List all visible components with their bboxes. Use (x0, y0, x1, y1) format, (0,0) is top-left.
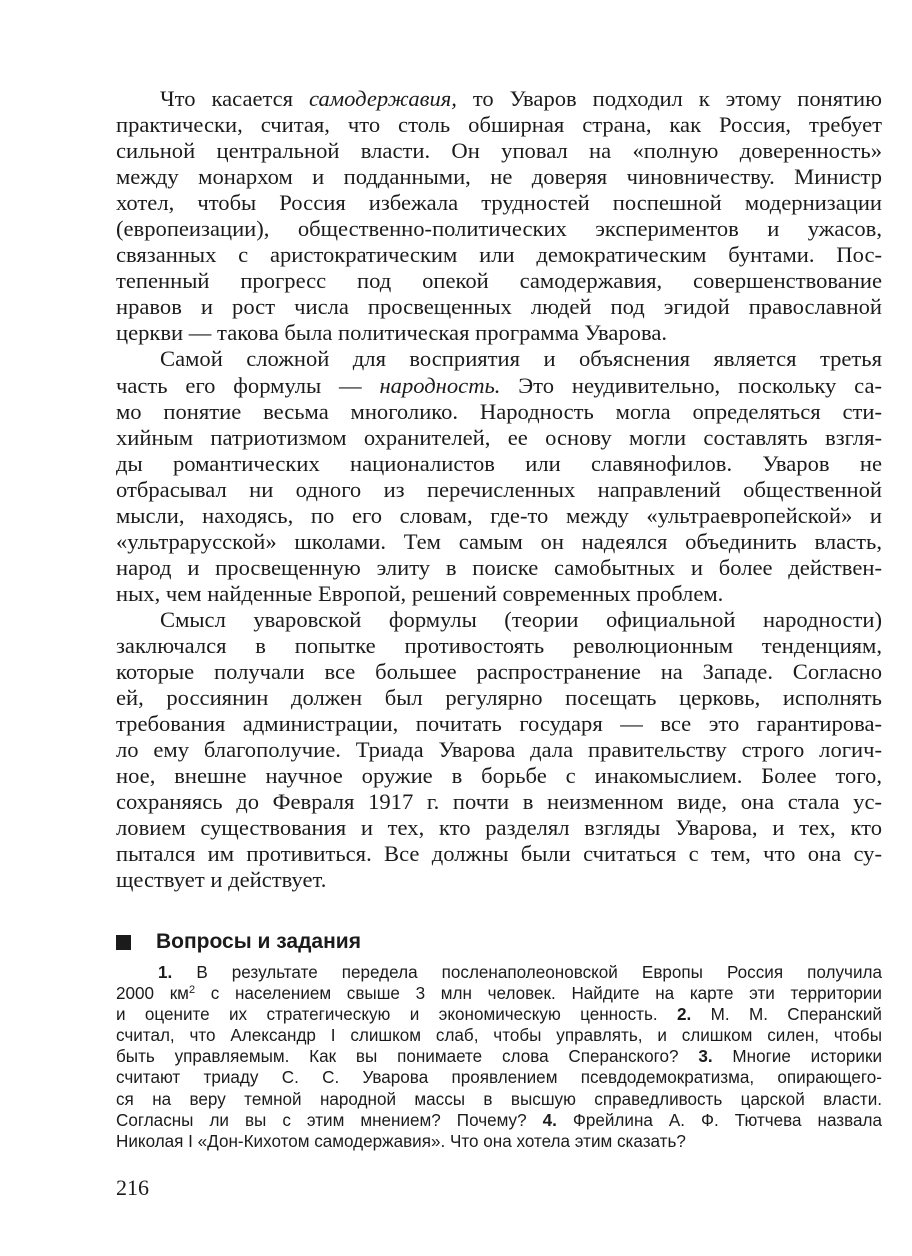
text-run: пытался им противиться. Все должны были считаться с тем, что она су- (116, 841, 882, 867)
paragraph-line (116, 555, 882, 581)
paragraph-line (116, 268, 882, 294)
paragraph-line (116, 164, 882, 190)
text-run: мысли, находясь, по его словам, где-то между «ультраевропейской» и (116, 502, 882, 528)
square-bullet-icon (116, 935, 131, 950)
body-text (116, 86, 882, 893)
question-line (116, 1067, 882, 1088)
question-line (116, 1025, 882, 1046)
paragraph-line (116, 763, 882, 789)
text-run: В результате передела посленаполеоновской Европы Россия получила (172, 963, 882, 982)
text-run: Смысл уваровской формулы (теории официальной народности) (160, 606, 882, 632)
paragraph-line (116, 815, 882, 841)
questions-title: Вопросы и задания (156, 930, 361, 953)
superscript: 2 (188, 984, 196, 997)
text-run: считают триаду С. С. Уварова проявлением псевдодемократизма, опирающего- (116, 1068, 882, 1088)
text-run: ло ему благополучие. Триада Уварова дала правительству строго логич- (116, 737, 882, 763)
text-run: часть его формулы — (116, 372, 380, 398)
text-run: и оцените их стратегическую и экономическую ценность. (116, 1005, 677, 1025)
text-run: Это неудивительно, поскольку са- (500, 372, 882, 398)
paragraph-line (116, 190, 882, 216)
text-run: «ультрарусской» школами. Тем самым он надеялся объединить власть, (116, 528, 882, 554)
paragraph-line (116, 216, 882, 242)
questions-header (116, 927, 361, 957)
paragraph-line (116, 685, 882, 711)
paragraph-line (116, 138, 882, 164)
paragraph-line (116, 659, 882, 685)
question-number: 3. (698, 1047, 713, 1067)
paragraph-line (116, 607, 882, 633)
text-run: мо понятие весьма многолико. Народность могла определяться сти- (116, 398, 882, 424)
text-run: связанных с аристократическим или демократическим бунтами. Пос- (116, 242, 882, 268)
text-run: то Уваров подходил к этому понятию (456, 86, 882, 111)
text-run: тепенный прогресс под опекой самодержавия, совершенствование (116, 268, 882, 294)
question-line (116, 1046, 882, 1067)
paragraph-line (116, 633, 882, 659)
paragraph (116, 607, 882, 894)
text-run: ловием существования и тех, кто разделял взгляды Уварова, и тех, кто (116, 815, 882, 841)
paragraph-line (116, 112, 882, 138)
paragraph-line (116, 451, 882, 477)
question-line (116, 1089, 882, 1110)
text-run: церкви — такова была политическая программа Уварова. (116, 320, 668, 346)
text-run: между монархом и подданными, не доверяя чиновничеству. Министр (116, 164, 882, 190)
text-run: сильной центральной власти. Он уповал на «полную доверенность» (116, 138, 882, 164)
paragraph-line (116, 737, 882, 763)
paragraph-line (116, 789, 882, 815)
text-run: ды романтических националистов или славянофилов. Уваров не (116, 450, 882, 476)
paragraph (116, 346, 882, 606)
emphasized-term: самодержавия, (309, 86, 457, 111)
text-run: считал, что Александр I слишком слаб, чтобы управлять, и слишком силен, чтобы (116, 1026, 882, 1046)
page-number: 216 (116, 1175, 149, 1200)
paragraph-line (116, 320, 882, 346)
text-run: сохраняясь до Февраля 1917 г. почти в неизменном виде, она стала ус- (116, 789, 882, 815)
text-run: Многие историки (712, 1047, 882, 1067)
text-run: (европеизации), общественно-политических экспериментов и ужасов, (116, 216, 882, 242)
paragraph-line (116, 711, 882, 737)
text-run: Фрейлина А. Ф. Тютчева назвала (556, 1110, 882, 1130)
text-run: ных, чем найденные Европой, решений современных проблем. (116, 580, 724, 606)
text-run: заключался в попытке противостоять революционным тенденциям, (116, 632, 882, 658)
paragraph-line (116, 581, 882, 607)
text-run: с населением свыше 3 млн человек. Найдите на карте эти территории (195, 984, 882, 1004)
paragraph-line (116, 373, 882, 399)
paragraph-line (116, 867, 882, 893)
text-run: хотел, чтобы Россия избежала трудностей поспешной модернизации (116, 190, 882, 216)
text-run: Что касается (160, 86, 309, 111)
question-line (116, 1131, 882, 1152)
text-run: быть управляемым. Как вы понимаете слова Сперанского? (116, 1047, 699, 1067)
text-run: ей, россиянин должен был регулярно посещать церковь, исполнять (116, 685, 882, 711)
question-number: 2. (677, 1005, 692, 1025)
question-line (116, 962, 882, 983)
questions-text (116, 962, 882, 1152)
paragraph-line (116, 86, 882, 112)
text-run: которые получали все большее распространение на Западе. Согласно (116, 659, 882, 685)
paragraph-line (116, 841, 882, 867)
text-run: отбрасывал ни одного из перечисленных направлений общественной (116, 476, 882, 502)
text-run: народ и просвещенную элиту в поиске самобытных и более действен- (116, 554, 882, 580)
text-run: Согласны ли вы с этим мнением? Почему? (116, 1110, 543, 1130)
text-run: ся на веру темной народной массы в высшую справедливость царской власти. (116, 1089, 882, 1109)
text-run: 2000 км (116, 984, 189, 1004)
text-run: М. М. Сперанский (691, 1005, 882, 1025)
text-run: практически, считая, что столь обширная страна, как Россия, требует (116, 112, 882, 138)
question-number: 4. (542, 1110, 557, 1130)
paragraph-line (116, 399, 882, 425)
paragraph-line (116, 477, 882, 503)
question-line (116, 1004, 882, 1025)
question-line (116, 983, 882, 1004)
text-run: хийным патриотизмом охранителей, ее основу могли составлять взгля- (116, 424, 882, 450)
paragraph-line (116, 294, 882, 320)
paragraph-line (116, 425, 882, 451)
emphasized-term: народность. (379, 372, 501, 398)
paragraph (116, 86, 882, 346)
text-run: Николая I «Дон-Кихотом самодержавия». Что она хотела этим сказать? (116, 1131, 686, 1151)
text-run: нравов и рост числа просвещенных людей под эгидой православной (116, 294, 882, 320)
paragraph-line (116, 503, 882, 529)
paragraph-line (116, 242, 882, 268)
text-run: Самой сложной для восприятия и объяснения является третья (160, 346, 882, 372)
paragraph-line (116, 346, 882, 372)
text-run: ное, внешне научное оружие в борьбе с инакомыслием. Более того, (116, 763, 882, 789)
text-run: ществует и действует. (116, 867, 327, 893)
question-number: 1. (158, 963, 173, 982)
question-line (116, 1110, 882, 1131)
paragraph-line (116, 529, 882, 555)
text-run: требования администрации, почитать государя — все это гарантирова- (116, 711, 882, 737)
